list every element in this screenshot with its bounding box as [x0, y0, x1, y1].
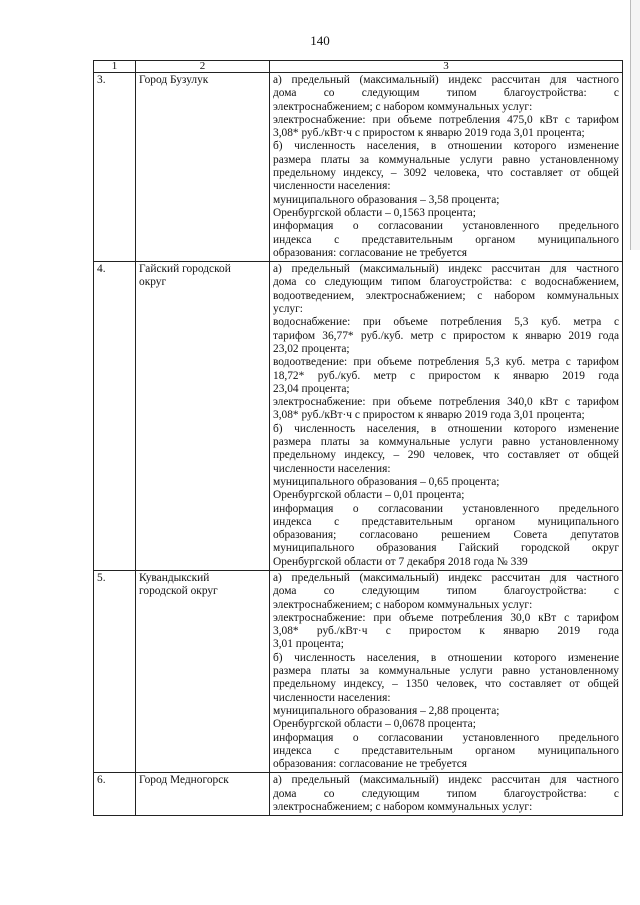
municipality-name-line: Город Медногорск [139, 774, 229, 787]
header-cell-2: 2 [136, 61, 270, 73]
municipality-name-cell [136, 262, 270, 571]
description-line: информация о согласовании установленного предельного [273, 220, 619, 233]
table-header-row [94, 61, 623, 73]
municipality-name-cell [136, 73, 270, 262]
municipality-name-line: Гайский городской [139, 263, 231, 276]
description-line: муниципального образования Гайский городской округ [273, 542, 619, 555]
description-line: информация о согласовании установленного предельного [273, 731, 619, 744]
description-line: электроснабжением; с набором коммунальных услуг: [273, 100, 533, 113]
municipality-name-cell [136, 773, 270, 816]
page-number: 140 [310, 33, 330, 48]
description-line: 3,01 процента; [273, 638, 344, 651]
scan-edge-strip [630, 0, 640, 250]
index-description-cell [270, 73, 623, 262]
description-line: численности населения: [273, 691, 391, 704]
description-line: муниципального образования – 0,65 процента; [273, 475, 500, 488]
description-line: образования; согласовано решением Совета депутатов [273, 529, 619, 542]
description-line: дома со следующим типом благоустройства: с водоснабжением, [273, 276, 619, 289]
description-line: образования: согласование не требуется [273, 246, 468, 259]
description-line: б) численность населения, в отношении которого изменение [273, 422, 619, 435]
description-line: а) предельный (максимальный) индекс рассчитан для частного [273, 263, 619, 276]
description-line: электроснабжением; с набором коммунальных услуг: [273, 598, 533, 611]
description-line: предельному индексу, – 290 человек, что составляет от общей [273, 449, 619, 462]
municipality-name-line: округ [139, 276, 167, 289]
description-line: электроснабжением; с набором коммунальных услуг: [273, 801, 533, 814]
description-line: водоотведение: при объеме потребления 5,3 куб. метра с тарифом [273, 356, 619, 369]
description-line: Оренбургской области – 0,1563 процента; [273, 206, 476, 219]
table-row [94, 73, 623, 262]
description-line: тарифом 36,77* руб./куб. метр с приростом к январю 2019 года [273, 329, 619, 342]
description-line: Оренбургской области – 0,0678 процента; [273, 718, 476, 731]
index-description-cell [270, 773, 623, 816]
table-row [94, 570, 623, 772]
description-line: 3,08* руб./кВт·ч с приростом к январю 2019 года [273, 625, 619, 638]
row-number-cell: 5. [94, 570, 136, 772]
description-line: а) предельный (максимальный) индекс рассчитан для частного [273, 774, 619, 787]
description-line: 23,02 процента; [273, 342, 350, 355]
index-description-cell [270, 262, 623, 571]
description-line: индекса с представительным органом муниципального [273, 233, 619, 246]
header-cell-1: 1 [94, 61, 136, 73]
description-line: дома со следующим типом благоустройства: с [273, 787, 619, 800]
description-line: Оренбургской области от 7 декабря 2018 года № 339 [273, 555, 528, 568]
municipality-name-line: городской округ [139, 585, 218, 598]
description-line: предельному индексу, – 1350 человек, что составляет от общей [273, 678, 619, 691]
description-line: электроснабжение: при объеме потребления 475,0 кВт с тарифом [273, 113, 619, 126]
row-number-cell: 4. [94, 262, 136, 571]
description-line: предельному индексу, – 3092 человека, что составляет от общей [273, 167, 619, 180]
index-description-cell [270, 570, 623, 772]
municipality-name-line: Кувандыкский [139, 571, 210, 584]
description-line: численности населения: [273, 462, 391, 475]
description-line: индекса с представительным органом муниципального [273, 744, 619, 757]
description-line: водоснабжение: при объеме потребления 5,3 куб. метра с [273, 316, 619, 329]
description-line: муниципального образования – 3,58 процента; [273, 193, 500, 206]
description-line: дома со следующим типом благоустройства: с [273, 585, 619, 598]
description-line: 18,72* руб./куб. метр с приростом к январю 2019 года [273, 369, 619, 382]
description-line: электроснабжение: при объеме потребления 340,0 кВт с тарифом [273, 396, 619, 409]
tariff-index-table [93, 60, 623, 816]
description-line: электроснабжение: при объеме потребления 30,0 кВт с тарифом [273, 611, 619, 624]
description-line: 23,04 процента; [273, 382, 350, 395]
description-line: 3,08* руб./кВт·ч с приростом к январю 2019 года 3,01 процента; [273, 127, 585, 140]
description-line: размера платы за коммунальные услуги равно установленному [273, 436, 619, 449]
description-line: б) численность населения, в отношении которого изменение [273, 651, 619, 664]
description-line: численности населения: [273, 180, 391, 193]
description-line: Оренбургской области – 0,01 процента; [273, 489, 465, 502]
description-line: информация о согласовании установленного предельного [273, 502, 619, 515]
description-line: дома со следующим типом благоустройства: с [273, 87, 619, 100]
description-line: размера платы за коммунальные услуги равно установленному [273, 153, 619, 166]
header-cell-3: 3 [270, 61, 623, 73]
description-line: индекса с представительным органом муниципального [273, 515, 619, 528]
description-line: образования: согласование не требуется [273, 758, 468, 771]
municipality-name-cell [136, 570, 270, 772]
municipality-name-line: Город Бузулук [139, 74, 209, 86]
description-line: услуг: [273, 303, 303, 316]
description-line: муниципального образования – 2,88 процента; [273, 704, 500, 717]
description-line: а) предельный (максимальный) индекс рассчитан для частного [273, 74, 619, 86]
description-line: 3,08* руб./кВт·ч с приростом к январю 2019 года 3,01 процента; [273, 409, 585, 422]
row-number-cell: 3. [94, 73, 136, 262]
description-line: а) предельный (максимальный) индекс рассчитан для частного [273, 571, 619, 584]
table-row [94, 773, 623, 816]
row-number-cell: 6. [94, 773, 136, 816]
description-line: размера платы за коммунальные услуги равно установленному [273, 665, 619, 678]
table-row [94, 262, 623, 571]
description-line: б) численность населения, в отношении которого изменение [273, 140, 619, 153]
description-line: водоотведением, электроснабжением; с набором коммунальных [273, 289, 619, 302]
